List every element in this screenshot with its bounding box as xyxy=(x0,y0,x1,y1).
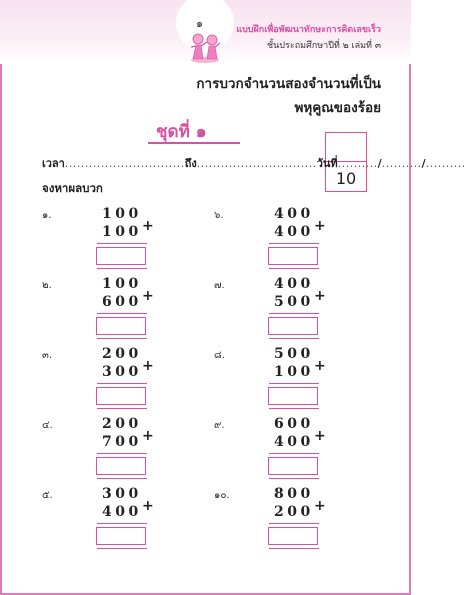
answer-box[interactable] xyxy=(268,317,318,335)
second-addend: 500 xyxy=(274,294,314,310)
plus-sign: + xyxy=(314,358,326,374)
sum-rule xyxy=(269,453,319,454)
date-day-blank[interactable]: .......... xyxy=(337,157,378,170)
first-addend: 200 xyxy=(102,416,142,432)
sum-underline xyxy=(97,478,147,479)
score-total: 10 xyxy=(335,169,357,188)
sum-rule xyxy=(97,313,147,314)
first-addend: 200 xyxy=(102,346,142,362)
time-date-line xyxy=(42,154,466,172)
answer-box[interactable] xyxy=(96,247,146,265)
answer-box[interactable] xyxy=(96,527,146,545)
date-slash: / xyxy=(377,157,382,170)
problem-item xyxy=(214,206,364,270)
problem-number: ๑๐. xyxy=(214,490,230,501)
sum-underline xyxy=(97,408,147,409)
problem-item xyxy=(42,416,192,480)
date-slash: / xyxy=(421,157,426,170)
time-blank[interactable]: .............................. xyxy=(64,157,185,170)
problem-item xyxy=(42,486,192,550)
series-subtitle: ชั้นประถมศึกษาปีที่ ๒ เล่มที่ ๓ xyxy=(267,41,381,51)
sum-rule xyxy=(97,453,147,454)
sum-rule xyxy=(97,383,147,384)
sum-underline xyxy=(269,548,319,549)
problem-item xyxy=(214,486,364,550)
sum-underline xyxy=(269,338,319,339)
plus-sign: + xyxy=(314,498,326,514)
set-title: ชุดที่ ๑ xyxy=(156,122,207,142)
sum-underline xyxy=(269,478,319,479)
problem-number: ๖. xyxy=(214,210,224,221)
problem-item xyxy=(214,346,364,410)
first-addend: 400 xyxy=(274,276,314,292)
sum-rule xyxy=(269,523,319,524)
lesson-title-line1: การบวกจำนวนสองจำนวนที่เป็น xyxy=(196,76,381,92)
problem-number: ๘. xyxy=(214,350,225,361)
problem-number: ๗. xyxy=(214,280,225,291)
problem-item xyxy=(42,206,192,270)
sum-underline xyxy=(269,408,319,409)
second-addend: 700 xyxy=(102,434,142,450)
plus-sign: + xyxy=(314,288,326,304)
instruction: จงหาผลบวก xyxy=(42,181,103,195)
problem-number: ๓. xyxy=(42,350,53,361)
answer-box[interactable] xyxy=(96,317,146,335)
first-addend: 400 xyxy=(274,206,314,222)
sum-rule xyxy=(269,383,319,384)
sum-rule xyxy=(97,523,147,524)
second-addend: 400 xyxy=(274,224,314,240)
sum-underline xyxy=(97,548,147,549)
answer-box[interactable] xyxy=(268,387,318,405)
problem-item xyxy=(214,416,364,480)
date-year-blank[interactable]: .......... xyxy=(425,157,466,170)
plus-sign: + xyxy=(314,428,326,444)
first-addend: 600 xyxy=(274,416,314,432)
plus-sign: + xyxy=(142,428,154,444)
second-addend: 600 xyxy=(102,294,142,310)
first-addend: 100 xyxy=(102,206,142,222)
sum-underline xyxy=(97,268,147,269)
answer-box[interactable] xyxy=(96,387,146,405)
second-addend: 100 xyxy=(274,364,314,380)
first-addend: 800 xyxy=(274,486,314,502)
sum-rule xyxy=(269,243,319,244)
problem-item xyxy=(42,276,192,340)
set-title-underline xyxy=(148,142,240,144)
first-addend: 300 xyxy=(102,486,142,502)
series-title: แบบฝึกเพื่อพัฒนาทักษะการคิดเลขเร็ว xyxy=(236,25,381,35)
sum-underline xyxy=(97,338,147,339)
page-number: ๑ xyxy=(196,17,203,30)
first-addend: 100 xyxy=(102,276,142,292)
first-addend: 500 xyxy=(274,346,314,362)
lesson-title-line2: พหุคูณของร้อย xyxy=(294,100,381,116)
date-month-blank[interactable]: .......... xyxy=(381,157,422,170)
to-label: ถึง xyxy=(184,157,197,170)
sum-rule xyxy=(269,313,319,314)
problem-number: ๒. xyxy=(42,280,52,291)
time-label: เวลา xyxy=(42,157,65,170)
problem-number: ๑. xyxy=(42,210,52,221)
problem-item xyxy=(42,346,192,410)
plus-sign: + xyxy=(142,498,154,514)
second-addend: 400 xyxy=(102,504,142,520)
second-addend: 200 xyxy=(274,504,314,520)
second-addend: 100 xyxy=(102,224,142,240)
plus-sign: + xyxy=(142,288,154,304)
second-addend: 300 xyxy=(102,364,142,380)
answer-box[interactable] xyxy=(268,247,318,265)
plus-sign: + xyxy=(142,358,154,374)
problem-number: ๔. xyxy=(42,420,53,431)
to-blank[interactable]: .............................. xyxy=(196,157,317,170)
second-addend: 400 xyxy=(274,434,314,450)
sum-rule xyxy=(97,243,147,244)
plus-sign: + xyxy=(314,218,326,234)
problem-item xyxy=(214,276,364,340)
answer-box[interactable] xyxy=(268,527,318,545)
answer-box[interactable] xyxy=(268,457,318,475)
plus-sign: + xyxy=(142,218,154,234)
children-mascot-icon xyxy=(188,30,222,64)
problem-number: ๙. xyxy=(214,420,225,431)
date-label: วันที่ xyxy=(316,157,338,170)
problem-number: ๕. xyxy=(42,490,53,501)
answer-box[interactable] xyxy=(96,457,146,475)
sum-underline xyxy=(269,268,319,269)
